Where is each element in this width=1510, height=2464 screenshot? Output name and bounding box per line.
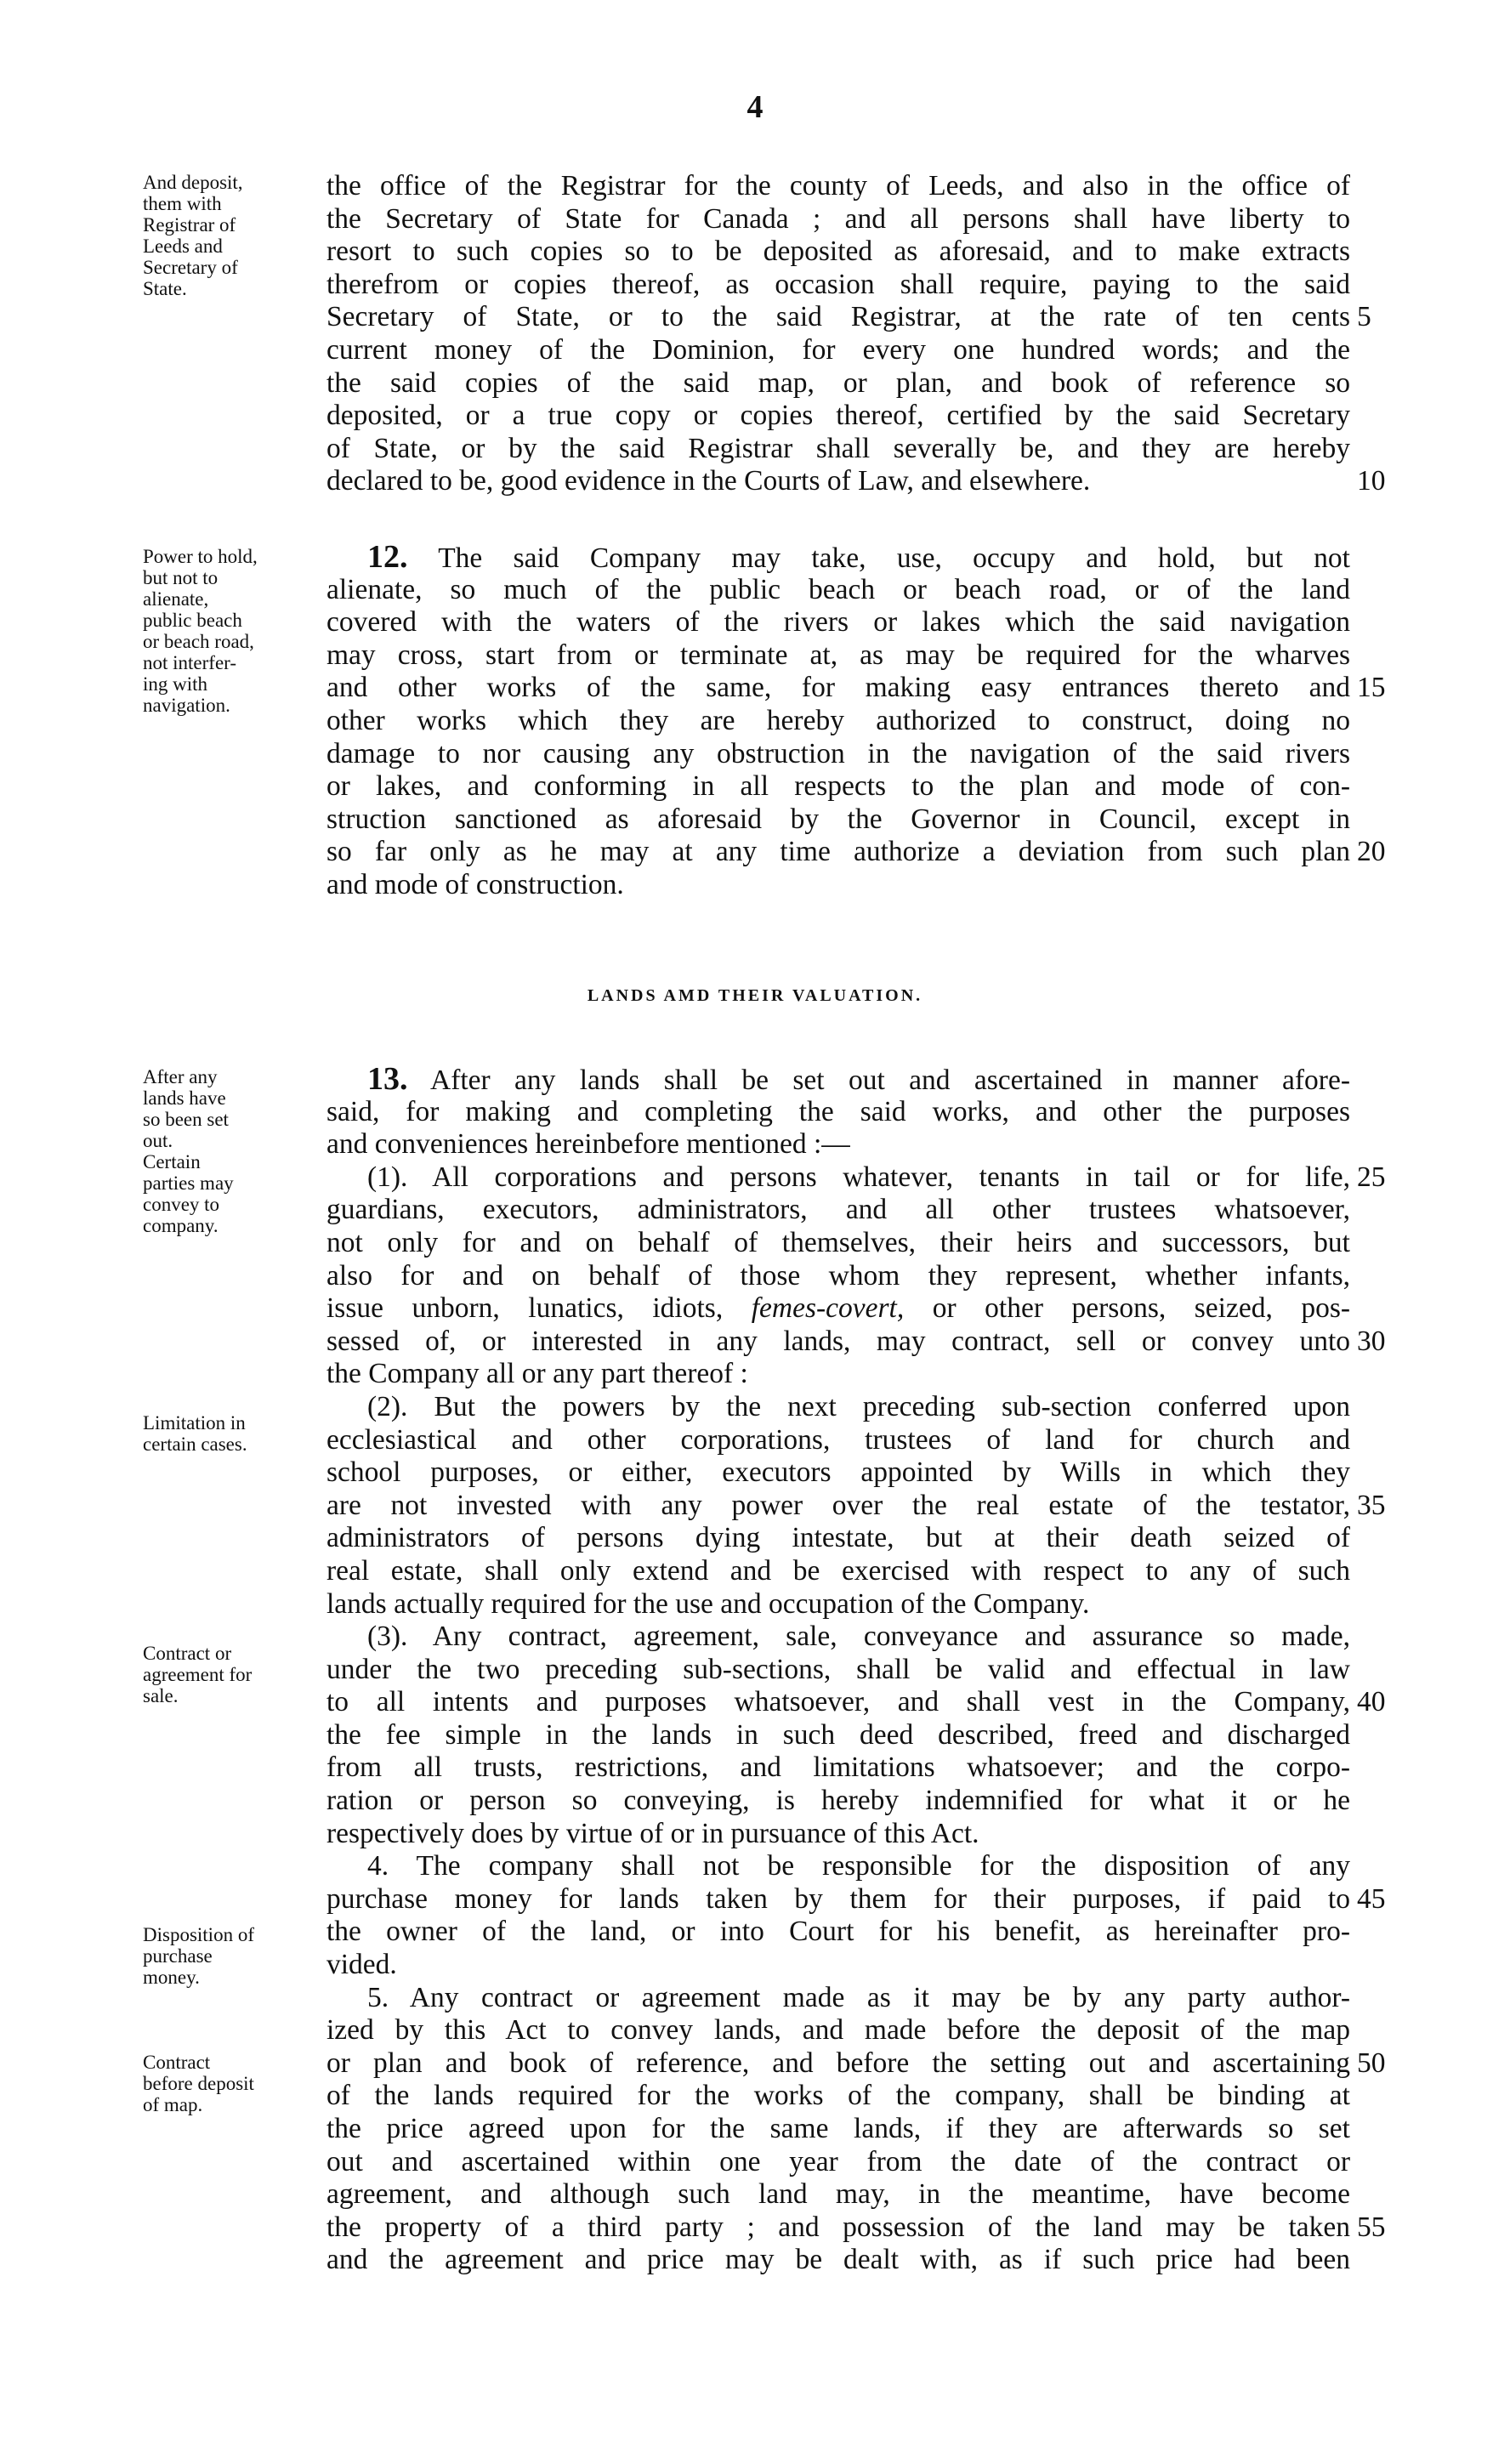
line-number: 15 xyxy=(1357,672,1386,703)
marginal-note-line: sale. xyxy=(143,1685,179,1706)
marginal-note-line: parties may xyxy=(143,1172,234,1194)
line-number: 35 xyxy=(1357,1490,1386,1521)
marginal-note-line: Disposition of xyxy=(143,1924,254,1945)
text-span: or other persons, seized, pos- xyxy=(932,1292,1350,1325)
text-span: The said Company may take, use, occupy and hold, but not xyxy=(438,542,1350,574)
text-line: real estate, shall only extend and be exercised with respect to any of such xyxy=(326,1554,1350,1587)
text-line: lands actually required for the use and occupation of the Company. xyxy=(326,1587,1090,1620)
text-line xyxy=(326,541,1350,574)
text-line: may cross, start from or terminate at, as may be required for the wharves xyxy=(326,639,1350,671)
marginal-note-line: State. xyxy=(143,278,187,299)
marginal-note-line: Leeds and xyxy=(143,236,223,257)
section-number: 12. xyxy=(367,541,408,574)
marginal-note-line: but not to xyxy=(143,567,219,588)
marginal-note-contract-for-sale xyxy=(143,1643,321,1706)
text-span-italic: femes-covert, xyxy=(751,1292,905,1325)
marginal-note-after-lands-set-out xyxy=(143,1066,321,1236)
marginal-note-contract-before-deposit xyxy=(143,2052,321,2115)
text-line: or plan and book of reference, and before the setting out and ascertaining xyxy=(326,2047,1350,2079)
marginal-note-line: Secretary of xyxy=(143,257,238,278)
marginal-note-line: alienate, xyxy=(143,588,209,610)
marginal-note-line: not interfer- xyxy=(143,652,237,673)
marginal-note-limitation xyxy=(143,1412,321,1455)
marginal-note-line: so been set xyxy=(143,1109,229,1130)
text-line: the Company all or any part thereof : xyxy=(326,1358,748,1390)
text-line: deposited, or a true copy or copies thereof, certified by the said Secretary xyxy=(326,400,1350,432)
marginal-note-line: Contract xyxy=(143,2052,211,2073)
text-line: 4. The company shall not be responsible for the disposition of any xyxy=(367,1850,1350,1882)
text-line xyxy=(326,1292,1350,1326)
text-line: and mode of construction. xyxy=(326,868,624,900)
text-line: covered with the waters of the rivers or lakes which the said navigation xyxy=(326,606,1350,639)
text-line: 5. Any contract or agreement made as it may be by any party author- xyxy=(367,1981,1350,2013)
text-line: struction sanctioned as aforesaid by the Governor in Council, except in xyxy=(326,803,1350,835)
text-line: declared to be, good evidence in the Courts of Law, and elsewhere. xyxy=(326,465,1091,497)
marginal-note-line: them with xyxy=(143,193,222,214)
marginal-note-line: of map. xyxy=(143,2094,203,2115)
section-number: 13. xyxy=(367,1063,408,1096)
marginal-note-line: Registrar of xyxy=(143,214,236,236)
body-text xyxy=(326,1063,1350,2277)
text-line: the fee simple in the lands in such deed described, freed and discharged xyxy=(326,1718,1350,1751)
line-number: 25 xyxy=(1357,1161,1386,1193)
text-line: and the agreement and price may be dealt with, as if such price had been xyxy=(326,2244,1350,2276)
text-line: the said copies of the said map, or plan, and book of reference so xyxy=(326,366,1350,399)
text-line: resort to such copies so to be deposited as aforesaid, and to make extracts xyxy=(326,236,1350,268)
text-span: issue unborn, lunatics, idiots, xyxy=(326,1292,724,1325)
marginal-note-deposit xyxy=(143,172,321,299)
line-number: 55 xyxy=(1357,2211,1386,2243)
marginal-note-line: public beach xyxy=(143,610,242,631)
text-line: purchase money for lands taken by them for their purposes, if paid to xyxy=(326,1882,1350,1915)
marginal-note-line: before deposit xyxy=(143,2073,254,2094)
marginal-note-power-to-hold xyxy=(143,546,321,716)
text-line: (1). All corporations and persons whatever, tenants in tail or for life, xyxy=(367,1161,1350,1193)
text-line: Secretary of State, or to the said Registrar, at the rate of ten cents xyxy=(326,301,1350,333)
line-number: 5 xyxy=(1357,301,1371,332)
text-line: and conveniences hereinbefore mentioned :— xyxy=(326,1128,850,1161)
text-line: or lakes, and conforming in all respects to the plan and mode of con- xyxy=(326,770,1350,803)
text-line: current money of the Dominion, for every one hundred words; and the xyxy=(326,333,1350,366)
text-line: and other works of the same, for making easy entrances thereto and xyxy=(326,672,1350,704)
marginal-note-line: Limitation in xyxy=(143,1412,246,1434)
text-line: (2). But the powers by the next preceding sub-section conferred upon xyxy=(367,1390,1350,1422)
marginal-note-line: money. xyxy=(143,1967,200,1988)
marginal-note-line: or beach road, xyxy=(143,631,254,652)
marginal-note-line: lands have xyxy=(143,1087,226,1109)
marginal-note-line: company. xyxy=(143,1215,219,1236)
text-line: so far only as he may at any time authorize a deviation from such plan xyxy=(326,836,1350,868)
marginal-note-line: agreement for xyxy=(143,1664,253,1685)
text-line: to all intents and purposes whatsoever, and shall vest in the Company, xyxy=(326,1686,1350,1718)
text-line: of State, or by the said Registrar shall severally be, and they are hereby xyxy=(326,432,1350,464)
marginal-note-line: navigation. xyxy=(143,695,230,716)
text-line: ized by this Act to convey lands, and made before the deposit of the map xyxy=(326,2014,1350,2047)
marginal-note-line: purchase xyxy=(143,1945,213,1967)
text-line: ration or person so conveying, is hereby indemnified for what it or he xyxy=(326,1785,1350,1817)
text-line: not only for and on behalf of themselves, their heirs and successors, but xyxy=(326,1226,1350,1258)
marginal-note-line: And deposit, xyxy=(143,172,243,193)
text-line: the property of a third party ; and possession of the land may be taken xyxy=(326,2211,1350,2243)
marginal-note-line: Certain xyxy=(143,1151,201,1172)
marginal-note-line: ing with xyxy=(143,673,208,695)
section-heading: LANDS AMD THEIR VALUATION. xyxy=(587,986,923,1005)
text-line: out and ascertained within one year from the date of the contract or xyxy=(326,2145,1350,2177)
text-line: agreement, and although such land may, in the meantime, have become xyxy=(326,2178,1350,2211)
text-line: the owner of the land, or into Court for his benefit, as hereinafter pro- xyxy=(326,1916,1350,1948)
line-number: 10 xyxy=(1357,465,1386,497)
body-text xyxy=(326,170,1350,498)
text-line: guardians, executors, administrators, and all other trustees whatsoever, xyxy=(326,1194,1350,1226)
text-line: the price agreed upon for the same lands, if they are afterwards so set xyxy=(326,2113,1350,2144)
text-line: of the lands required for the works of the company, shall be binding at xyxy=(326,2080,1350,2112)
line-number: 30 xyxy=(1357,1326,1386,1357)
marginal-note-line: convey to xyxy=(143,1194,220,1215)
text-line: administrators of persons dying intestate, but at their death seized of xyxy=(326,1522,1350,1554)
text-line: the Secretary of State for Canada ; and all persons shall have liberty to xyxy=(326,202,1350,235)
text-span: After any lands shall be set out and ascertained in manner afore- xyxy=(430,1065,1350,1096)
text-line: other works which they are hereby authorized to construct, doing no xyxy=(326,704,1350,736)
text-line: sessed of, or interested in any lands, may contract, sell or convey unto xyxy=(326,1325,1350,1357)
text-line: ecclesiastical and other corporations, trustees of land for church and xyxy=(326,1423,1350,1456)
text-line xyxy=(326,1063,1350,1096)
text-line: the office of the Registrar for the county of Leeds, and also in the office of xyxy=(326,170,1350,202)
page-number: 4 xyxy=(746,89,764,125)
text-line: under the two preceding sub-sections, shall be valid and effectual in law xyxy=(326,1653,1350,1685)
text-line: respectively does by virtue of or in pursuance of this Act. xyxy=(326,1817,979,1849)
text-line: therefrom or copies thereof, as occasion shall require, paying to the said xyxy=(326,268,1350,300)
marginal-note-line: Contract or xyxy=(143,1643,232,1664)
text-line: also for and on behalf of those whom they represent, whether infants, xyxy=(326,1259,1350,1292)
marginal-note-line: Power to hold, xyxy=(143,546,258,567)
marginal-note-line: certain cases. xyxy=(143,1434,247,1455)
line-number: 45 xyxy=(1357,1883,1386,1915)
text-line: said, for making and completing the said works, and other the purposes xyxy=(326,1095,1350,1127)
text-line: school purposes, or either, executors appointed by Wills in which they xyxy=(326,1456,1350,1489)
text-line: are not invested with any power over the real estate of the testator, xyxy=(326,1489,1350,1521)
text-line: alienate, so much of the public beach or beach road, or of the land xyxy=(326,573,1350,605)
line-number: 20 xyxy=(1357,836,1386,867)
text-line: from all trusts, restrictions, and limitations whatsoever; and the corpo- xyxy=(326,1751,1350,1784)
marginal-note-line: After any xyxy=(143,1066,218,1087)
text-line: vided. xyxy=(326,1949,397,1981)
line-number: 50 xyxy=(1357,2047,1386,2079)
marginal-note-disposition xyxy=(143,1924,321,1988)
text-line: (3). Any contract, agreement, sale, conveyance and assurance so made, xyxy=(367,1621,1350,1653)
line-number: 40 xyxy=(1357,1686,1386,1717)
body-text xyxy=(326,541,1350,902)
marginal-note-line: out. xyxy=(143,1130,173,1151)
text-line: damage to nor causing any obstruction in the navigation of the said rivers xyxy=(326,737,1350,769)
